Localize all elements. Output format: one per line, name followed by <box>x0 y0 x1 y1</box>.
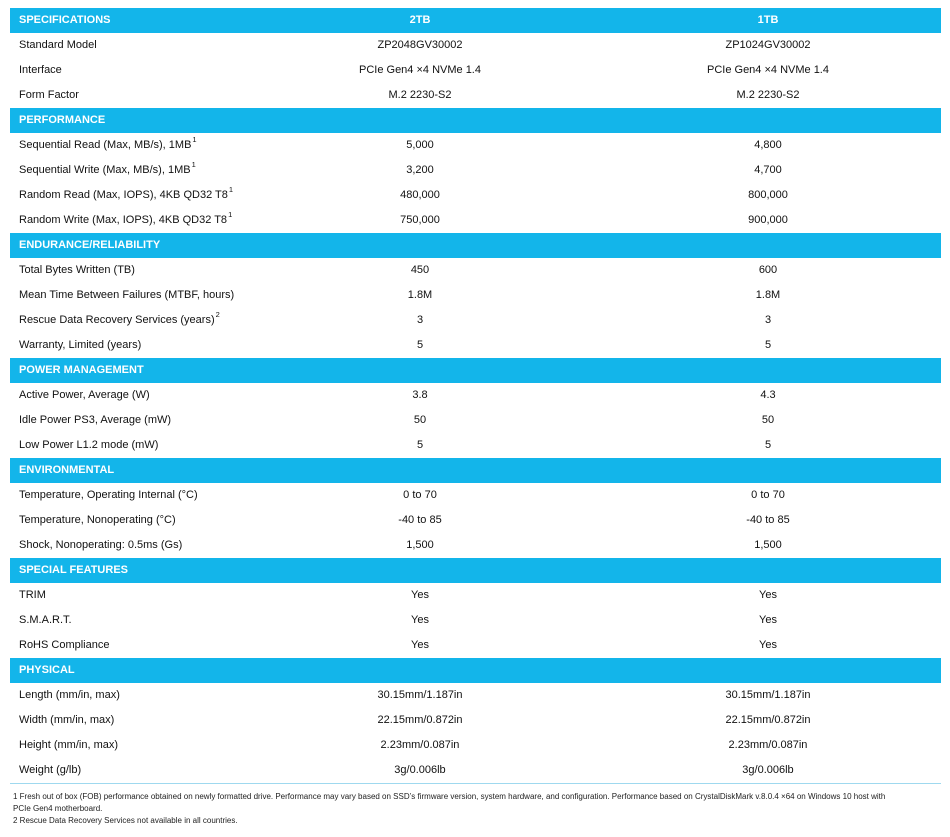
footnote-2: 2 Rescue Data Recovery Services not available in all countries. <box>13 816 238 825</box>
spec-label-cell <box>19 83 79 108</box>
spec-value-1tb: 1.8M <box>755 289 781 301</box>
spec-label-cell <box>19 483 198 508</box>
spec-row <box>10 708 941 733</box>
section-header <box>10 458 941 483</box>
column-header-1tb <box>603 233 933 258</box>
spec-row <box>10 158 941 183</box>
section-header <box>10 658 941 683</box>
spec-table <box>10 8 941 783</box>
spec-label: Low Power L1.2 mode (mW) <box>19 439 159 451</box>
column-header-2tb <box>255 108 585 133</box>
spec-value-2tb: 1,500 <box>406 539 434 551</box>
section-title: SPECIAL FEATURES <box>19 564 128 576</box>
spec-label-cell <box>19 708 114 733</box>
spec-label: RoHS Compliance <box>19 639 110 651</box>
footnote-ref: 2 <box>215 310 220 319</box>
spec-label: Sequential Read (Max, MB/s), 1MB <box>19 139 192 151</box>
section-header <box>10 108 941 133</box>
spec-label: Sequential Write (Max, MB/s), 1MB <box>19 164 191 176</box>
spec-value-2tb: 0 to 70 <box>403 489 437 501</box>
spec-value-1tb: -40 to 85 <box>746 514 790 526</box>
spec-value-2tb: 450 <box>410 264 430 276</box>
spec-row <box>10 208 941 233</box>
spec-label-cell <box>19 383 150 408</box>
spec-row <box>10 758 941 783</box>
footnotes <box>13 791 938 827</box>
section-title: POWER MANAGEMENT <box>19 364 144 376</box>
spec-row <box>10 333 941 358</box>
spec-value-2tb: 30.15mm/1.187in <box>377 689 463 701</box>
spec-label-cell <box>19 258 135 283</box>
spec-value-2tb: 5 <box>416 339 424 351</box>
spec-label: Length (mm/in, max) <box>19 689 120 701</box>
spec-row <box>10 183 941 208</box>
spec-value-2tb: 480,000 <box>400 189 440 201</box>
spec-label: Shock, Nonoperating: 0.5ms (Gs) <box>19 539 183 551</box>
spec-label: S.M.A.R.T. <box>19 614 72 626</box>
spec-value-2tb: 3,200 <box>406 164 434 176</box>
spec-value-1tb: Yes <box>759 589 777 601</box>
spec-label-cell <box>19 333 141 358</box>
section-title: ENDURANCE/RELIABILITY <box>19 239 161 251</box>
spec-value-2tb: 750,000 <box>400 214 440 226</box>
spec-label-cell <box>19 583 46 608</box>
spec-row <box>10 83 941 108</box>
spec-label-cell <box>19 433 158 458</box>
spec-label-cell <box>19 633 109 658</box>
column-header-2tb <box>255 558 585 583</box>
spec-label: Active Power, Average (W) <box>19 389 150 401</box>
section-title: PHYSICAL <box>19 664 75 676</box>
spec-label-cell <box>19 33 97 58</box>
column-header-2tb <box>255 458 585 483</box>
spec-value-2tb: 2.23mm/0.087in <box>380 739 460 751</box>
spec-value-1tb: 5 <box>764 439 772 451</box>
spec-value-2tb: 50 <box>413 414 427 426</box>
spec-label-cell <box>19 208 232 233</box>
spec-value-1tb: Yes <box>759 614 777 626</box>
spec-value-1tb: 4,700 <box>754 164 782 176</box>
column-header-1tb <box>603 558 933 583</box>
section-title: SPECIFICATIONS <box>19 14 111 26</box>
spec-label: Form Factor <box>19 89 79 101</box>
spec-label-cell <box>19 58 62 83</box>
spec-label: TRIM <box>19 589 46 601</box>
spec-value-2tb: ZP2048GV30002 <box>377 39 463 51</box>
footnote-ref: 1 <box>228 185 234 194</box>
spec-value-1tb: 1,500 <box>754 539 782 551</box>
section-header <box>10 358 941 383</box>
spec-value-1tb: 4,800 <box>754 139 782 151</box>
spec-value-1tb: ZP1024GV30002 <box>725 39 811 51</box>
spec-row <box>10 308 941 333</box>
spec-row <box>10 683 941 708</box>
spec-label-cell <box>19 308 220 333</box>
footnote-ref: 1 <box>228 210 233 219</box>
spec-value-1tb: 30.15mm/1.187in <box>725 689 811 701</box>
footnote-1-line-1: 1 Fresh out of box (FOB) performance obtained on newly formatted drive. Performance may vary based on SSD’s firmware version, system hardware, and configuration. Performance based on CrystalDiskMark v.8.0.4 ×64 on Windows 10 host with <box>13 792 886 801</box>
spec-label-cell <box>19 158 196 183</box>
column-header-1tb <box>603 358 933 383</box>
footnote-ref: 1 <box>192 135 197 144</box>
spec-row <box>10 433 941 458</box>
spec-label: Weight (g/lb) <box>19 764 82 776</box>
spec-row <box>10 33 941 58</box>
spec-row <box>10 633 941 658</box>
spec-label-cell <box>19 133 197 158</box>
footnote-1-line-2: PCIe Gen4 motherboard. <box>13 804 103 813</box>
spec-row <box>10 283 941 308</box>
spec-label: Rescue Data Recovery Services (years) <box>19 314 215 326</box>
spec-row <box>10 483 941 508</box>
spec-value-1tb: Yes <box>759 639 777 651</box>
spec-value-2tb: Yes <box>411 614 429 626</box>
spec-label: Standard Model <box>19 39 97 51</box>
spec-label-cell <box>19 183 233 208</box>
spec-value-1tb: 22.15mm/0.872in <box>725 714 811 726</box>
spec-value-1tb: PCIe Gen4 ×4 NVMe 1.4 <box>707 64 829 76</box>
spec-label: Temperature, Operating Internal (°C) <box>19 489 198 501</box>
spec-value-1tb: 2.23mm/0.087in <box>728 739 808 751</box>
spec-label-cell <box>19 508 176 533</box>
spec-value-2tb: PCIe Gen4 ×4 NVMe 1.4 <box>359 64 481 76</box>
spec-label: Warranty, Limited (years) <box>19 339 142 351</box>
column-header-1tb: 1TB <box>757 14 779 26</box>
spec-value-2tb: Yes <box>411 639 429 651</box>
spec-label: Total Bytes Written (TB) <box>19 264 135 276</box>
column-header-2tb: 2TB <box>409 14 431 26</box>
column-header-2tb <box>255 358 585 383</box>
spec-value-1tb: 600 <box>758 264 778 276</box>
spec-label: Mean Time Between Failures (MTBF, hours) <box>19 289 235 301</box>
spec-row <box>10 58 941 83</box>
spec-row <box>10 258 941 283</box>
spec-label: Temperature, Nonoperating (°C) <box>19 514 176 526</box>
spec-value-2tb: 5 <box>416 439 424 451</box>
footnote-ref: 1 <box>191 160 196 169</box>
spec-value-1tb: 50 <box>761 414 775 426</box>
spec-value-2tb: 5,000 <box>406 139 434 151</box>
spec-label: Idle Power PS3, Average (mW) <box>19 414 172 426</box>
spec-label: Width (mm/in, max) <box>19 714 115 726</box>
spec-value-2tb: 3g/0.006lb <box>394 764 446 776</box>
spec-value-1tb: 3g/0.006lb <box>742 764 794 776</box>
spec-label-cell <box>19 733 118 758</box>
spec-label-cell <box>19 608 72 633</box>
column-header-2tb <box>255 233 585 258</box>
spec-row <box>10 608 941 633</box>
column-header-1tb <box>603 108 933 133</box>
spec-value-2tb: 22.15mm/0.872in <box>377 714 463 726</box>
column-header-1tb <box>603 658 933 683</box>
spec-value-1tb: M.2 2230-S2 <box>736 89 800 101</box>
spec-value-1tb: 0 to 70 <box>751 489 785 501</box>
section-header <box>10 233 941 258</box>
spec-value-1tb: 4.3 <box>760 389 776 401</box>
spec-label: Random Write (Max, IOPS), 4KB QD32 T8 <box>19 214 228 226</box>
spec-value-1tb: 800,000 <box>748 189 788 201</box>
spec-row <box>10 733 941 758</box>
column-header-2tb <box>255 658 585 683</box>
spec-label-cell <box>19 283 234 308</box>
spec-label-cell <box>19 758 81 783</box>
spec-value-2tb: Yes <box>411 589 429 601</box>
section-header <box>10 8 941 33</box>
spec-value-2tb: 3 <box>416 314 424 326</box>
column-header-1tb <box>603 458 933 483</box>
spec-label: Interface <box>19 64 62 76</box>
spec-value-1tb: 3 <box>764 314 772 326</box>
spec-row <box>10 533 941 558</box>
spec-label: Random Read (Max, IOPS), 4KB QD32 T8 <box>19 189 228 201</box>
spec-value-2tb: 3.8 <box>412 389 428 401</box>
section-title: ENVIRONMENTAL <box>19 464 115 476</box>
spec-value-2tb: 1.8M <box>407 289 433 301</box>
spec-value-1tb: 5 <box>764 339 772 351</box>
spec-row <box>10 408 941 433</box>
spec-label: Height (mm/in, max) <box>19 739 119 751</box>
spec-label-cell <box>19 683 120 708</box>
spec-row <box>10 383 941 408</box>
spec-row <box>10 508 941 533</box>
spec-label-cell <box>19 533 182 558</box>
spec-label-cell <box>19 408 171 433</box>
section-header <box>10 558 941 583</box>
spec-value-2tb: M.2 2230-S2 <box>388 89 452 101</box>
section-title: PERFORMANCE <box>19 114 106 126</box>
footnote-divider <box>10 783 941 784</box>
spec-value-1tb: 900,000 <box>748 214 788 226</box>
spec-row <box>10 583 941 608</box>
spec-row <box>10 133 941 158</box>
spec-value-2tb: -40 to 85 <box>398 514 442 526</box>
